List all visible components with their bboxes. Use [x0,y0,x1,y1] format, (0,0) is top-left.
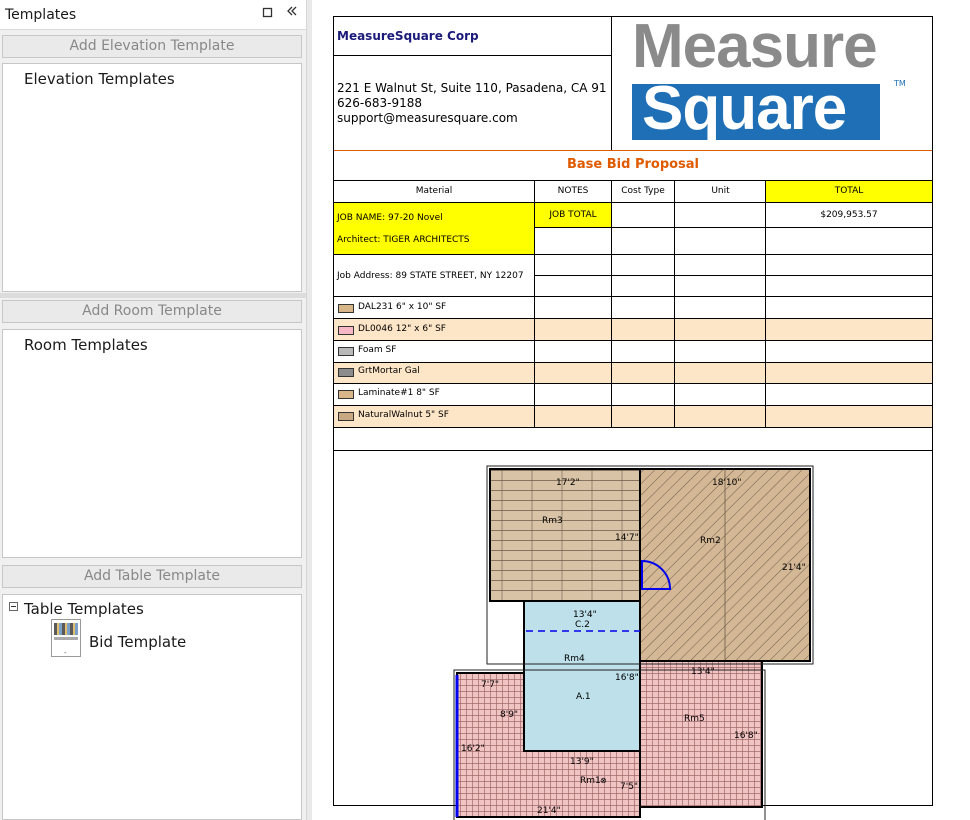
collapse-toggle-icon[interactable] [9,602,18,611]
room-templates-list[interactable] [2,329,302,558]
company-name: MeasureSquare Corp [337,29,479,43]
floor-plan[interactable] [334,451,932,816]
col-material: Material [415,186,453,196]
dimension: 8'9" [500,710,519,720]
material-name: DAL231 6" x 10" SF [358,302,447,312]
company-address: 221 E Walnut St, Suite 110, Pasadena, CA 91 [337,81,607,95]
bid-report [333,12,933,816]
material-swatch [338,304,354,313]
dimension: 7'5" [620,782,639,792]
dimension: 13'4" [573,610,597,620]
company-phone: 626-683-9188 [337,96,423,110]
material-swatch [338,412,354,421]
material-swatch [338,347,354,356]
material-row [334,406,534,428]
job-total-label: JOB TOTAL [549,210,597,220]
logo-measure-text: Measure [632,12,877,81]
elevation-templates-list[interactable] [2,63,302,292]
dimension: 13'9" [570,757,594,767]
job-address: Job Address: 89 STATE STREET, NY 12207 [337,271,524,281]
material-swatch [338,368,354,377]
job-total-value: $209,953.57 [820,210,878,220]
dimension: 7'7" [481,680,500,690]
material-name: DL0046 12" x 6" SF [358,324,446,334]
col-total: TOTAL [834,186,864,196]
collapse-left-icon[interactable] [286,5,298,21]
dimension: 18'10" [712,478,742,488]
logo-tm-text: TM [894,79,906,88]
restore-icon[interactable] [262,6,273,22]
proposal-title: Base Bid Proposal [566,157,700,172]
material-row [334,297,534,319]
job-architect: Architect: TIGER ARCHITECTS [337,235,470,245]
material-swatch [338,390,354,399]
logo-square-text: Square [642,74,847,143]
room-label: Rm1 [580,776,601,786]
templates-panel [0,0,306,820]
dimension: 13'4" [691,667,715,677]
dimension: 17'2" [556,478,580,488]
material-name: NaturalWalnut 5" SF [358,410,449,420]
add-table-template-button[interactable]: Add Table Template [2,565,302,588]
material-row [334,362,534,384]
dimension: 16'8" [734,731,758,741]
room-label: Rm4 [564,654,585,664]
material-name: Laminate#1 8" SF [358,388,440,398]
dimension: 16'8" [615,673,639,683]
mark: C.2 [575,620,590,630]
mark: A.1 [576,692,591,702]
table-templates-tree[interactable] [2,594,302,820]
dimension: 16'2" [461,744,485,754]
room-label: Rm2 [700,536,721,546]
material-row [334,341,534,363]
mark: ⊗ [600,776,607,785]
material-row [334,319,534,341]
dimension: 14'7" [615,533,639,543]
report-preview-area [312,0,970,820]
panel-title: Templates [5,7,77,23]
bid-template-item[interactable]: Bid Template [89,633,187,651]
add-elevation-template-button[interactable]: Add Elevation Template [2,35,302,58]
panel-header [0,0,306,30]
elevation-templates-item[interactable]: Elevation Templates [24,70,175,88]
room-templates-item[interactable]: Room Templates [24,336,148,354]
measuresquare-logo [632,12,917,145]
section-divider[interactable] [0,293,306,298]
dimension: 21'4" [537,806,561,816]
col-unit: Unit [711,186,730,196]
material-name: GrtMortar Gal [358,366,420,376]
material-swatch [338,326,354,335]
room-label: Rm3 [542,516,563,526]
room-label: Rm5 [684,714,705,724]
company-email: support@measuresquare.com [337,111,518,125]
dimension: 21'4" [782,563,806,573]
job-name: JOB NAME: 97-20 Novel [337,213,443,223]
col-cost-type: Cost Type [621,186,665,196]
col-notes: NOTES [557,186,589,196]
material-name: Foam SF [358,345,397,355]
bid-template-icon: - [51,619,81,657]
table-templates-node[interactable]: Table Templates [24,600,144,618]
add-room-template-button[interactable]: Add Room Template [2,300,302,323]
material-row [334,384,534,406]
